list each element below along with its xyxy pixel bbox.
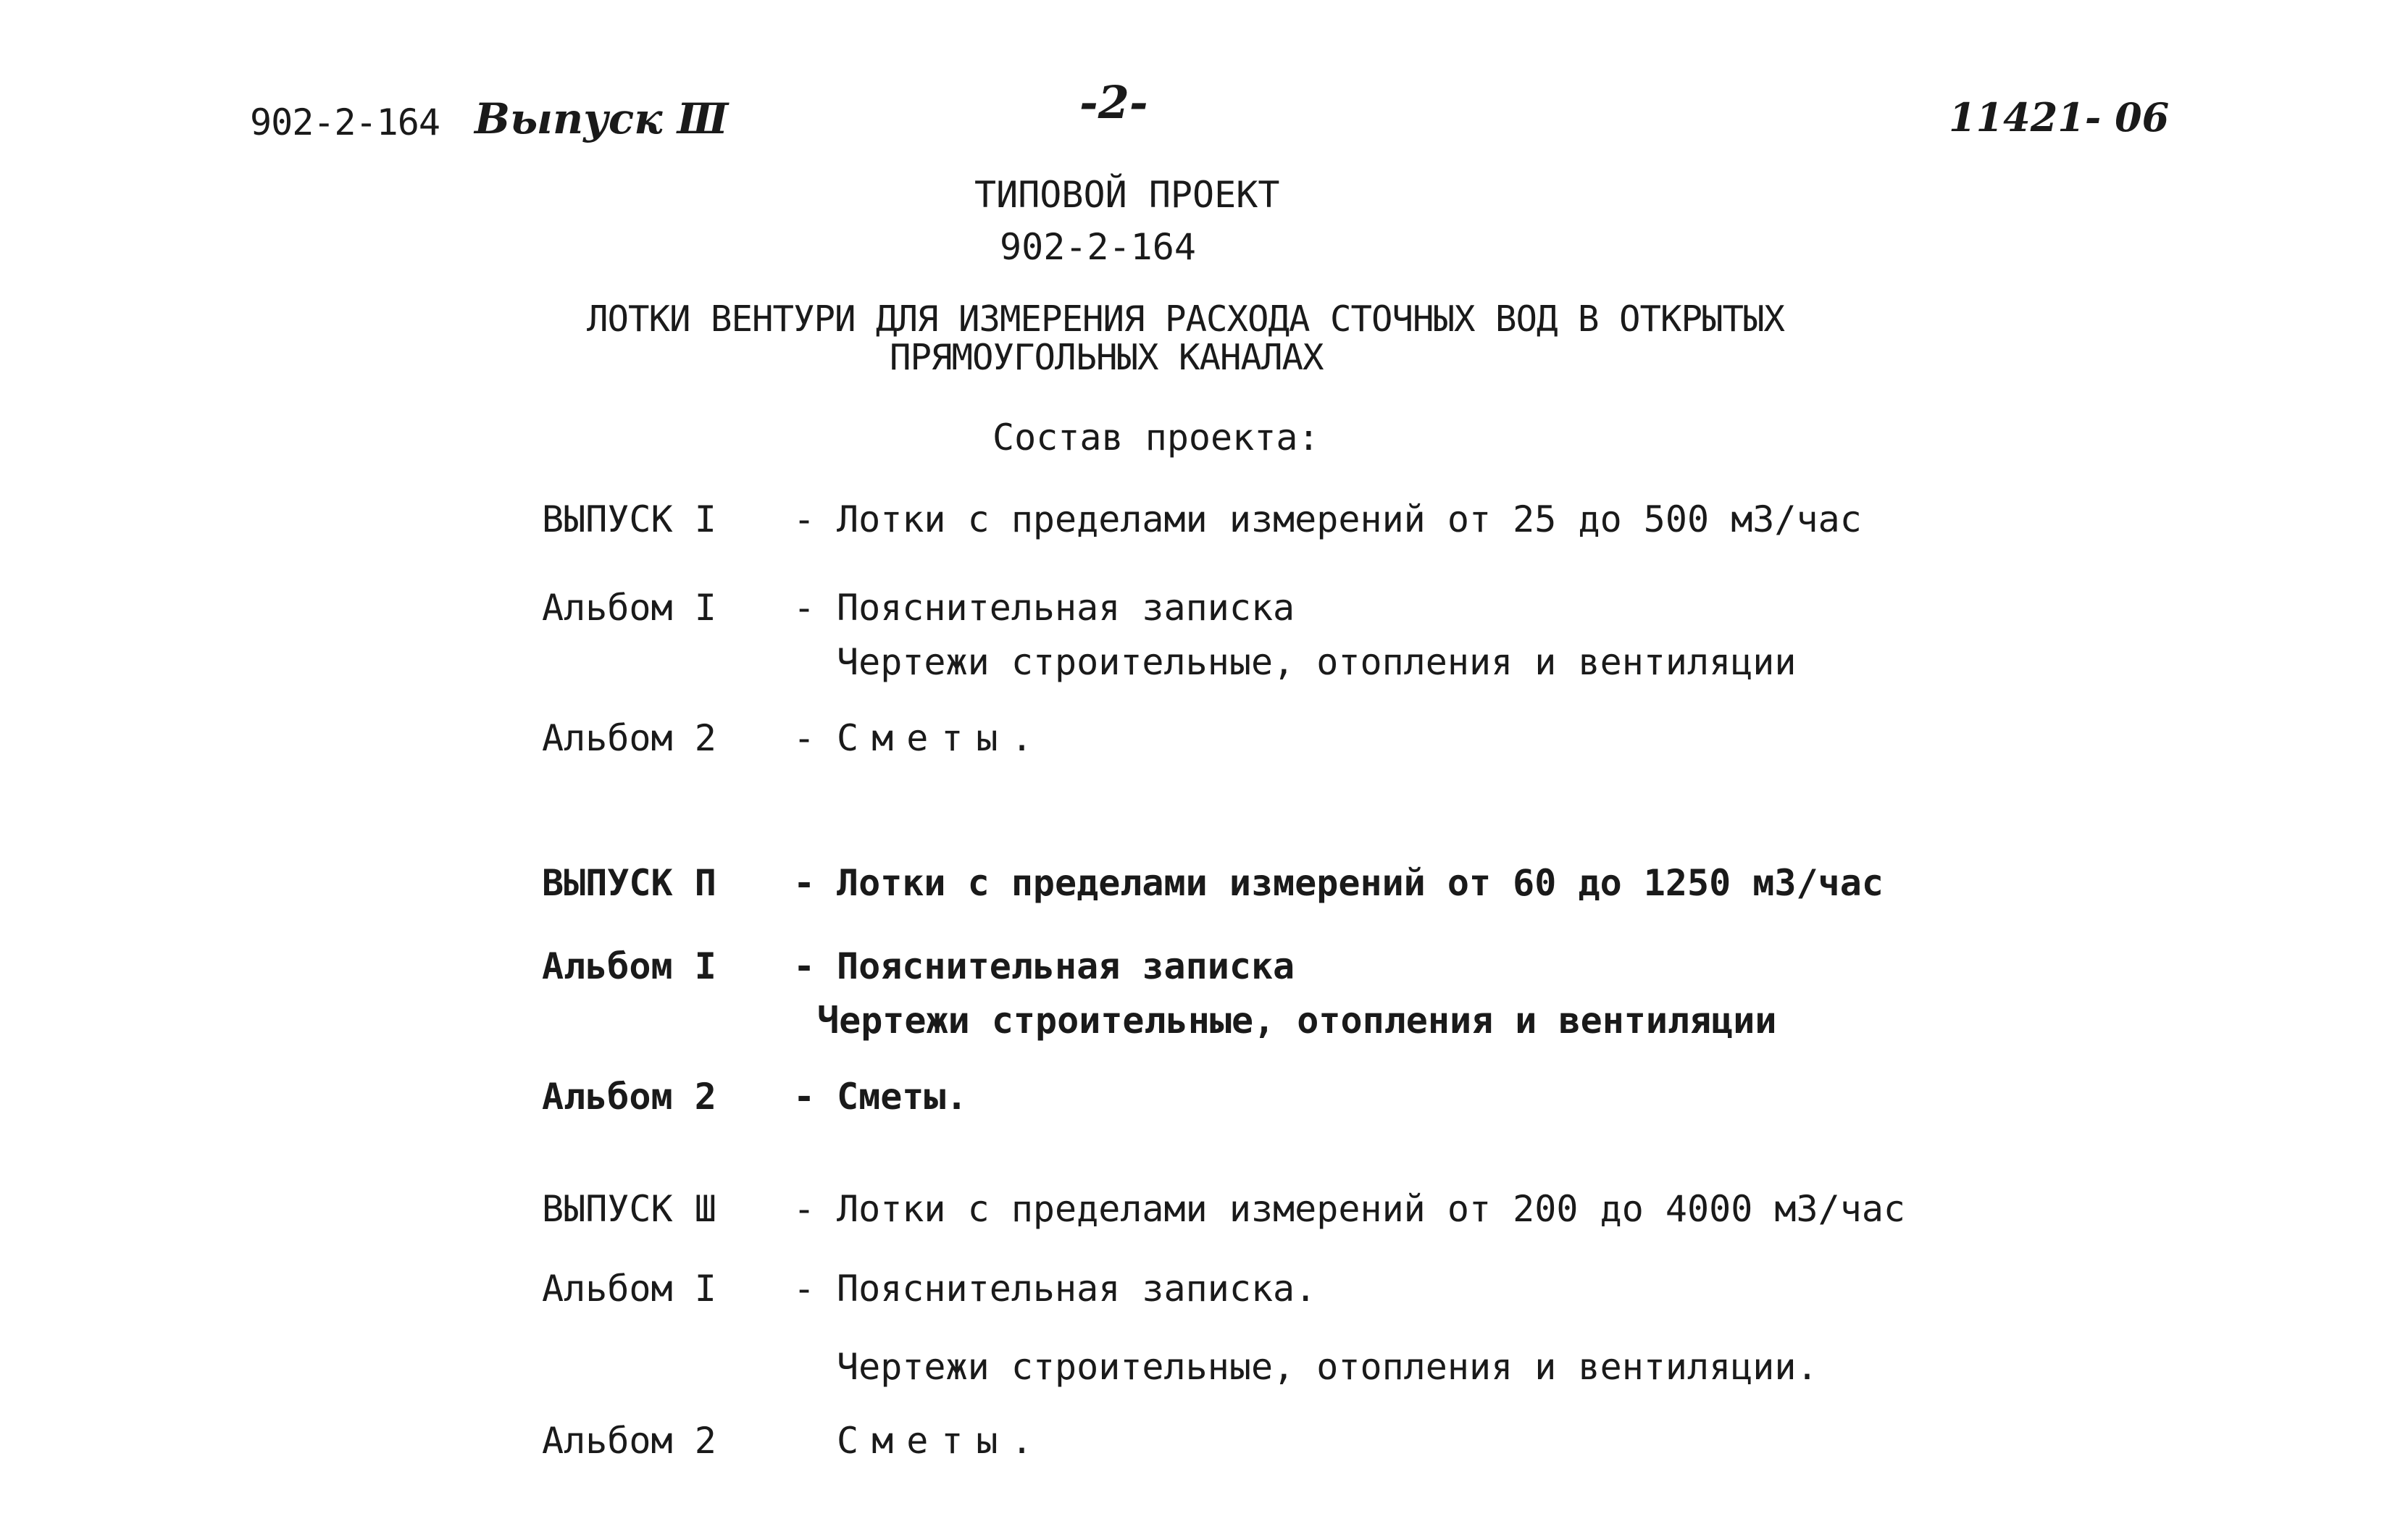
project-title-line-1: ЛОТКИ ВЕНТУРИ ДЛЯ ИЗМЕРЕНИЯ РАСХОДА СТОЧНЫХ ВОД В ОТКРЫТЫХ: [587, 298, 1785, 340]
page-number: -2-: [1079, 76, 1148, 129]
issue-3-album-2-description: Сметы.: [837, 1420, 1046, 1462]
issue-3-dash: -: [793, 1188, 816, 1230]
issue-1-dash: -: [793, 498, 816, 540]
issue-1-album-1-label: Альбом I: [542, 587, 716, 629]
project-type-label: ТИПОВОЙ ПРОЕКТ: [974, 174, 1280, 216]
archive-number: 11421- 06: [1949, 94, 2170, 141]
issue-2-album-1-description: Пояснительная записка: [837, 945, 1295, 987]
issue-3-label: ВЫПУСК Ш: [542, 1188, 716, 1230]
issue-2-album-1-description-cont: Чертежи строительные, отопления и вентиляции: [817, 1000, 1777, 1042]
issue-3-album-1-dash: -: [793, 1268, 816, 1310]
issue-2-album-2-dash: -: [793, 1076, 816, 1118]
project-number: 902-2-164: [1000, 226, 1196, 268]
issue-2-album-2-description: Сметы.: [837, 1076, 968, 1118]
issue-3-album-2-label: Альбом 2: [542, 1420, 716, 1462]
project-title-line-2: ПРЯМОУГОЛЬНЫХ КАНАЛАХ: [890, 337, 1324, 378]
issue-1-album-2-label: Альбом 2: [542, 717, 716, 759]
composition-heading: Состав проекта:: [992, 417, 1320, 459]
issue-3-description: Лотки с пределами измерений от 200 до 4000 м3/час: [837, 1188, 1906, 1230]
issue-2-description: Лотки с пределами измерений от 60 до 1250 м3/час: [837, 862, 1884, 904]
issue-1-description: Лотки с пределами измерений от 25 до 500 м3/час: [837, 498, 1862, 540]
issue-2-album-1-label: Альбом I: [542, 945, 716, 987]
issue-3-album-1-description-cont: Чертежи строительные, отопления и вентиляции.: [837, 1346, 1818, 1388]
issue-1-label: ВЫПУСК I: [542, 498, 716, 540]
issue-1-album-2-description: Сметы.: [837, 717, 1046, 759]
handwritten-issue-note: Выпуск Ⅲ: [475, 94, 729, 143]
issue-2-dash: -: [793, 862, 816, 904]
issue-1-album-1-description: Пояснительная записка: [837, 587, 1295, 629]
issue-2-album-1-dash: -: [793, 945, 816, 987]
issue-1-album-1-dash: -: [793, 587, 816, 629]
issue-2-label: ВЫПУСК П: [542, 862, 716, 904]
issue-2-album-2-label: Альбом 2: [542, 1076, 716, 1118]
issue-3-album-1-description: Пояснительная записка.: [837, 1268, 1317, 1310]
issue-3-album-1-label: Альбом I: [542, 1268, 716, 1310]
issue-1-album-2-dash: -: [793, 717, 816, 759]
issue-1-album-1-description-cont: Чертежи строительные, отопления и вентиляции: [837, 641, 1797, 683]
document-code: 902-2-164: [250, 101, 440, 143]
